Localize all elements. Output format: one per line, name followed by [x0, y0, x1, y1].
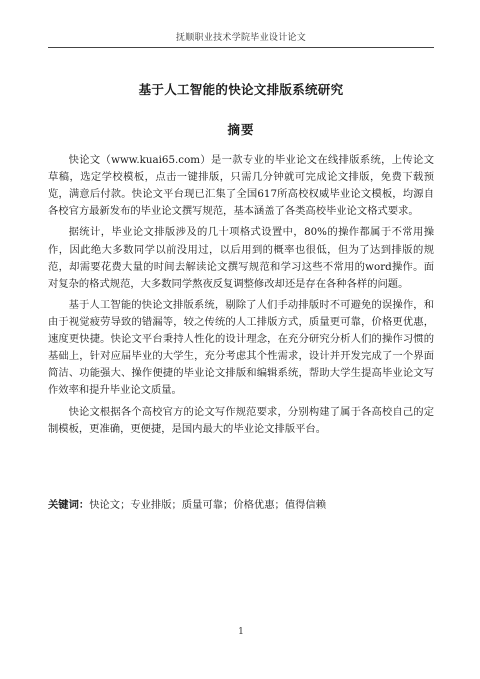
- abstract-heading: 摘要: [227, 122, 255, 137]
- abstract-body: [48, 152, 434, 442]
- paper-title: 基于人工智能的快论文排版系统研究: [138, 82, 344, 97]
- abstract-paragraph-2: 据统计，毕业论文排版涉及的几十项格式设置中，80%的操作都属于不常用操作，因此绝大多数同学以前没用过，以后用到的概率也很低，但为了达到排版的规范，却需要花费大量的时间去解读论文撰写规范和学习这些不常用的word操作。面对复杂的格式规范，大多数同学熬夜反复调整修改却还是存在各种各样的问题。: [48, 226, 434, 290]
- running-header: 抚顺职业技术学院毕业设计论文: [175, 33, 307, 43]
- abstract-paragraph-3: 基于人工智能的快论文排版系统，剔除了人们手动排版时不可避免的误操作，和由于视觉疲劳导致的错漏等，较之传统的人工排版方式，质量更可靠，价格更优惠，速度更快捷。快论文平台秉持人性化的设计理念，在充分研究分析人们的操作习惯的基础上，针对应届毕业的大学生，充分考虑其个性需求，设计并开发完成了一个界面简洁、功能强大、操作便捷的毕业论文排版和编辑系统，帮助大学生提高毕业论文写作效率和提升毕业论文质量。: [48, 298, 434, 397]
- page-number: 1: [238, 627, 244, 637]
- keywords-line: [48, 497, 434, 514]
- header-divider: [48, 47, 434, 48]
- keywords-label: 关键词：: [48, 499, 90, 511]
- abstract-paragraph-1: 快论文（www.kuai65.com）是一款专业的毕业论文在线排版系统，上传论文草稿，选定学校模板，点击一键排版，只需几分钟就可完成论文排版，免费下载预览，满意后付款。快论文平台现已汇集了全国617所高校权威毕业论文模板，均源自各校官方最新发布的毕业论文撰写规范，基本涵盖了各类高校毕业论文格式要求。: [48, 154, 434, 218]
- keywords-value: 快论文；专业排版；质量可靠；价格优惠；值得信赖: [89, 499, 327, 511]
- abstract-paragraph-4: 快论文根据各个高校官方的论文写作规范要求，分别构建了属于各高校自己的定制模板，更准确，更便捷，是国内最大的毕业论文排版平台。: [48, 405, 434, 435]
